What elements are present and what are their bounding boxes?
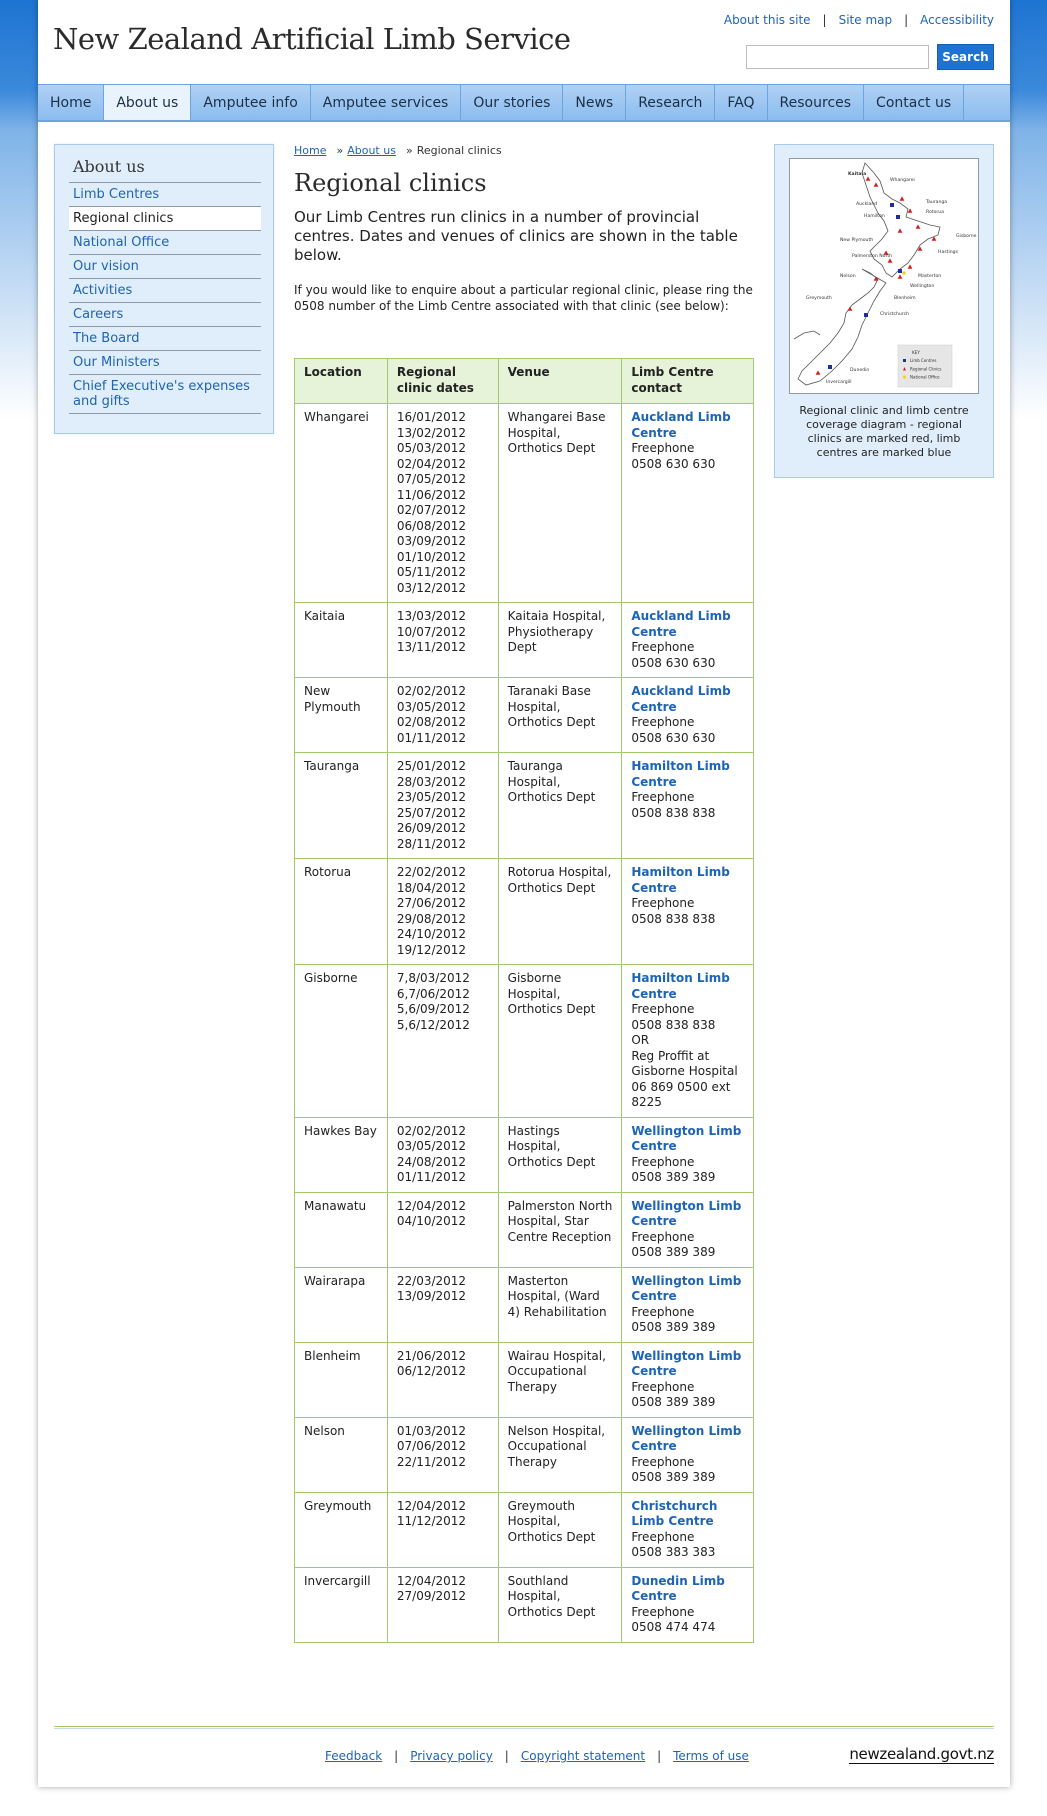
cell-contact xyxy=(622,1492,754,1567)
limb-centre-link[interactable]: Wellington Limb Centre xyxy=(631,1273,742,1303)
limb-centre-marker xyxy=(864,313,868,317)
cell-dates: 21/06/2012 06/12/2012 xyxy=(387,1342,498,1417)
separator: | xyxy=(394,1749,399,1763)
limb-centre-link[interactable]: Wellington Limb Centre xyxy=(631,1348,742,1378)
limb-centre-link[interactable]: Auckland Limb Centre xyxy=(631,410,731,440)
cell-dates: 12/04/2012 04/10/2012 xyxy=(387,1192,498,1267)
table-row xyxy=(295,965,754,1118)
contact-phone: Freephone 0508 389 389 xyxy=(631,1154,716,1184)
map-label-hastings: Hastings xyxy=(938,250,958,255)
main-nav xyxy=(38,84,1010,122)
sidebar xyxy=(54,144,274,434)
nav-research[interactable]: Research xyxy=(626,85,715,120)
sidebar-title: About us xyxy=(69,157,261,183)
cell-contact xyxy=(622,1267,754,1342)
cell-venue: Tauranga Hospital, Orthotics Dept xyxy=(498,753,622,859)
accessibility-link[interactable]: Accessibility xyxy=(920,13,994,27)
main-content xyxy=(294,144,754,1643)
map-key-title: KEY xyxy=(912,350,920,355)
table-body xyxy=(295,404,754,1643)
cell-dates: 12/04/2012 11/12/2012 xyxy=(387,1492,498,1567)
breadcrumb-current: Regional clinics xyxy=(416,144,502,157)
map-label-palmerston: Palmerston North xyxy=(852,254,893,259)
map-label-gisborne: Gisborne xyxy=(956,234,977,239)
sidebar-item-national-office[interactable]: National Office xyxy=(69,231,261,255)
terms-of-use-link[interactable]: Terms of use xyxy=(673,1749,749,1763)
sidebar-item-regional-clinics[interactable]: Regional clinics xyxy=(69,207,261,231)
cell-location: Nelson xyxy=(295,1417,388,1492)
table-row xyxy=(295,678,754,753)
sidebar-item-the-board[interactable]: The Board xyxy=(69,327,261,351)
map-label-christchurch: Christchurch xyxy=(880,312,910,317)
cell-venue: Palmerston North Hospital, Star Centre Reception xyxy=(498,1192,622,1267)
regional-clinic-marker xyxy=(900,196,905,200)
map-label-masterton: Masterton xyxy=(918,274,942,279)
footer-divider xyxy=(54,1726,994,1729)
header-venue: Venue xyxy=(498,359,622,404)
sidebar-item-limb-centres[interactable]: Limb Centres xyxy=(69,183,261,207)
regional-clinic-marker xyxy=(898,274,903,278)
key-label-national-office: National Office xyxy=(910,374,940,380)
breadcrumb-separator: » xyxy=(336,144,344,157)
govt-logo[interactable] xyxy=(849,1745,994,1763)
table-row xyxy=(295,1192,754,1267)
sidebar-item-activities[interactable]: Activities xyxy=(69,279,261,303)
contact-phone: Freephone 0508 389 389 xyxy=(631,1379,716,1409)
table-row xyxy=(295,1117,754,1192)
header-location: Location xyxy=(295,359,388,404)
contact-phone: Freephone 0508 630 630 xyxy=(631,715,716,745)
regional-clinic-marker xyxy=(888,258,893,262)
cell-venue: Wairau Hospital, Occupational Therapy xyxy=(498,1342,622,1417)
map-label-blenheim: Blenheim xyxy=(894,296,916,301)
separator: | xyxy=(904,13,909,27)
cell-contact xyxy=(622,603,754,678)
table-row xyxy=(295,1417,754,1492)
map-label-auckland: Auckland xyxy=(856,202,878,207)
key-label-limb-centres: Limb Centres xyxy=(910,358,937,363)
nav-resources[interactable]: Resources xyxy=(768,85,865,120)
limb-centre-marker xyxy=(890,203,894,207)
cell-venue: Rotorua Hospital, Orthotics Dept xyxy=(498,859,622,965)
map-label-hamilton: Hamilton xyxy=(864,214,885,219)
contact-phone: Freephone 0508 838 838 xyxy=(631,790,716,820)
header-contact: Limb Centre contact xyxy=(622,359,754,404)
about-this-site-link[interactable]: About this site xyxy=(723,13,811,27)
cell-location: Invercargill xyxy=(295,1567,388,1642)
cell-venue: Gisborne Hospital, Orthotics Dept xyxy=(498,965,622,1118)
national-office-marker xyxy=(902,271,906,275)
breadcrumb-about-us[interactable]: About us xyxy=(347,144,396,157)
regional-clinic-marker xyxy=(916,224,921,228)
table-row xyxy=(295,1267,754,1342)
cell-location: Rotorua xyxy=(295,859,388,965)
cell-venue: Greymouth Hospital, Orthotics Dept xyxy=(498,1492,622,1567)
page xyxy=(38,0,1010,1787)
cell-dates: 25/01/2012 28/03/2012 23/05/2012 25/07/2012 26/09/2012 28/11/2012 xyxy=(387,753,498,859)
table-row xyxy=(295,753,754,859)
nav-faq[interactable]: FAQ xyxy=(715,85,767,120)
map-label-wellington: Wellington xyxy=(910,284,935,289)
limb-centre-link[interactable]: Hamilton Limb Centre xyxy=(631,759,730,789)
cell-contact xyxy=(622,1417,754,1492)
map-label-rotorua: Rotorua xyxy=(926,210,945,215)
breadcrumb-separator: » xyxy=(405,144,413,157)
cell-dates: 22/02/2012 18/04/2012 27/06/2012 29/08/2012 24/10/2012 19/12/2012 xyxy=(387,859,498,965)
table-row xyxy=(295,1342,754,1417)
sidebar-item-our-ministers[interactable]: Our Ministers xyxy=(69,351,261,375)
site-map-link[interactable]: Site map xyxy=(838,13,893,27)
cell-location: Tauranga xyxy=(295,753,388,859)
intro-text: Our Limb Centres run clinics in a number of provincial centres. Dates and venues of clinics are shown in the table below. xyxy=(294,208,738,264)
cell-venue: Kaitaia Hospital, Physiotherapy Dept xyxy=(498,603,622,678)
limb-centre-link[interactable]: Hamilton Limb Centre xyxy=(631,865,730,895)
limb-centre-link[interactable]: Wellington Limb Centre xyxy=(631,1198,742,1228)
contact-phone: Freephone 0508 630 630 xyxy=(631,441,716,471)
search-button[interactable]: Search xyxy=(937,44,994,70)
map-caption: Regional clinic and limb centre coverage diagram - regional clinics are marked red, limb centres are marked blue xyxy=(799,404,969,459)
govt-logo-text: newzealand.govt.nz xyxy=(849,1745,994,1763)
sidebar-item-ce-expenses[interactable]: Chief Executive's expenses and gifts xyxy=(69,375,261,414)
cell-location: Kaitaia xyxy=(295,603,388,678)
limb-centre-link[interactable]: Wellington Limb Centre xyxy=(631,1423,742,1453)
map-label-tauranga: Tauranga xyxy=(926,200,948,205)
cell-venue: Hastings Hospital, Orthotics Dept xyxy=(498,1117,622,1192)
limb-centre-link[interactable]: Hamilton Limb Centre xyxy=(631,971,730,1001)
search-input[interactable] xyxy=(746,45,929,69)
contact-phone: Freephone 0508 389 389 xyxy=(631,1454,716,1484)
map-label-greymouth: Greymouth xyxy=(806,296,832,301)
map-label-dunedin: Dunedin xyxy=(850,368,870,373)
cell-dates: 7,8/03/2012 6,7/06/2012 5,6/09/2012 5,6/12/2012 xyxy=(387,965,498,1118)
clinic-table xyxy=(294,358,754,1643)
limb-centre-link[interactable]: Christchurch Limb Centre xyxy=(631,1498,718,1528)
cell-location: Hawkes Bay xyxy=(295,1117,388,1192)
table-row xyxy=(295,404,754,603)
nav-amputee-services[interactable]: Amputee services xyxy=(311,85,462,120)
limb-centre-link[interactable]: Dunedin Limb Centre xyxy=(631,1573,725,1603)
cell-location: Gisborne xyxy=(295,965,388,1118)
site-title[interactable]: New Zealand Artificial Limb Service xyxy=(53,22,571,56)
utility-links xyxy=(724,13,994,27)
cell-dates: 01/03/2012 07/06/2012 22/11/2012 xyxy=(387,1417,498,1492)
table-row xyxy=(295,603,754,678)
cell-contact xyxy=(622,1192,754,1267)
footer-links xyxy=(325,1749,749,1763)
key-national-office-marker xyxy=(903,375,906,378)
cell-venue: Masterton Hospital, (Ward 4) Rehabilitation xyxy=(498,1267,622,1342)
map-label-invercargill: Invercargill xyxy=(826,380,852,385)
sidebar-item-our-vision[interactable]: Our vision xyxy=(69,255,261,279)
cell-contact xyxy=(622,1117,754,1192)
breadcrumb-home[interactable]: Home xyxy=(294,144,327,157)
coverage-map xyxy=(789,158,979,394)
cell-contact xyxy=(622,1342,754,1417)
contact-phone: Freephone 0508 389 389 xyxy=(631,1229,716,1259)
cell-location: Wairarapa xyxy=(295,1267,388,1342)
cell-location: Manawatu xyxy=(295,1192,388,1267)
cell-location: Greymouth xyxy=(295,1492,388,1567)
regional-clinic-marker xyxy=(908,264,913,268)
nav-about-us[interactable]: About us xyxy=(104,85,191,120)
cell-location: New Plymouth xyxy=(295,678,388,753)
cell-venue: Taranaki Base Hospital, Orthotics Dept xyxy=(498,678,622,753)
cell-contact xyxy=(622,965,754,1118)
cell-contact xyxy=(622,1567,754,1642)
map-label-nelson: Nelson xyxy=(840,274,856,279)
cell-dates: 13/03/2012 10/07/2012 13/11/2012 xyxy=(387,603,498,678)
cell-contact xyxy=(622,404,754,603)
regional-clinic-marker xyxy=(848,306,853,310)
feedback-link[interactable]: Feedback xyxy=(325,1749,383,1763)
separator: | xyxy=(657,1749,662,1763)
contact-phone: Freephone 0508 838 838 xyxy=(631,896,716,926)
nav-home[interactable]: Home xyxy=(38,85,104,120)
cell-contact xyxy=(622,678,754,753)
contact-phone: Freephone 0508 389 389 xyxy=(631,1304,716,1334)
separator: | xyxy=(504,1749,509,1763)
cell-dates: 02/02/2012 03/05/2012 02/08/2012 01/11/2012 xyxy=(387,678,498,753)
limb-centre-marker xyxy=(898,269,902,273)
page-title: Regional clinics xyxy=(294,169,487,197)
cell-contact xyxy=(622,859,754,965)
map-label-whangarei: Whangarei xyxy=(890,178,915,183)
copyright-link[interactable]: Copyright statement xyxy=(520,1749,646,1763)
contact-phone: Freephone 0508 383 383 xyxy=(631,1529,716,1559)
limb-centre-link[interactable]: Auckland Limb Centre xyxy=(631,684,731,714)
contact-phone: Freephone 0508 838 838 OR Reg Proffit at Gisborne Hospital 06 869 0500 ext 8225 xyxy=(631,1002,738,1109)
sidebar-item-careers[interactable]: Careers xyxy=(69,303,261,327)
cell-location: Whangarei xyxy=(295,404,388,603)
key-limb-centre-marker xyxy=(903,359,906,362)
regional-clinic-marker xyxy=(816,370,821,374)
separator: | xyxy=(822,13,827,27)
cell-dates: 02/02/2012 03/05/2012 24/08/2012 01/11/2012 xyxy=(387,1117,498,1192)
contact-phone: Freephone 0508 630 630 xyxy=(631,640,716,670)
nav-our-stories[interactable]: Our stories xyxy=(461,85,563,120)
map-key xyxy=(898,345,952,387)
cell-dates: 12/04/2012 27/09/2012 xyxy=(387,1567,498,1642)
limb-centre-link[interactable]: Auckland Limb Centre xyxy=(631,609,731,639)
cell-venue: Whangarei Base Hospital, Orthotics Dept xyxy=(498,404,622,603)
key-label-regional-clinics: Regional Clinics xyxy=(910,366,942,372)
contact-phone: Freephone 0508 474 474 xyxy=(631,1604,716,1634)
cell-location: Blenheim xyxy=(295,1342,388,1417)
nav-amputee-info[interactable]: Amputee info xyxy=(191,85,310,120)
breadcrumb xyxy=(294,144,754,157)
cell-venue: Southland Hospital, Orthotics Dept xyxy=(498,1567,622,1642)
map-label-kaitaia: Kaitaia xyxy=(848,172,867,177)
table-row xyxy=(295,859,754,965)
cell-dates: 22/03/2012 13/09/2012 xyxy=(387,1267,498,1342)
table-row xyxy=(295,1567,754,1642)
limb-centre-marker xyxy=(828,365,832,369)
header-dates: Regional clinic dates xyxy=(387,359,498,404)
table-header-row xyxy=(295,359,754,404)
cell-dates: 16/01/2012 13/02/2012 05/03/2012 02/04/2012 07/05/2012 11/06/2012 02/07/2012 06/08/2012 03/09/2012 01/10/2012 05/11/2012 03/12/2012 xyxy=(387,404,498,603)
privacy-policy-link[interactable]: Privacy policy xyxy=(410,1749,493,1763)
regional-clinic-marker xyxy=(874,182,879,186)
coverage-map-diagram xyxy=(790,159,978,393)
table-row xyxy=(295,1492,754,1567)
cell-venue: Nelson Hospital, Occupational Therapy xyxy=(498,1417,622,1492)
enquire-text: If you would like to enquire about a particular regional clinic, please ring the 0508 number of the Limb Centre associated with that clinic (see below): xyxy=(294,283,753,313)
limb-centre-marker xyxy=(896,215,900,219)
limb-centre-link[interactable]: Wellington Limb Centre xyxy=(631,1123,742,1153)
nav-news[interactable]: News xyxy=(563,85,626,120)
regional-clinic-marker xyxy=(866,176,871,180)
map-label-new-plymouth: New Plymouth xyxy=(840,238,874,243)
regional-clinic-marker xyxy=(898,228,903,232)
map-box xyxy=(774,144,994,478)
cell-contact xyxy=(622,753,754,859)
nav-contact-us[interactable]: Contact us xyxy=(864,85,964,120)
